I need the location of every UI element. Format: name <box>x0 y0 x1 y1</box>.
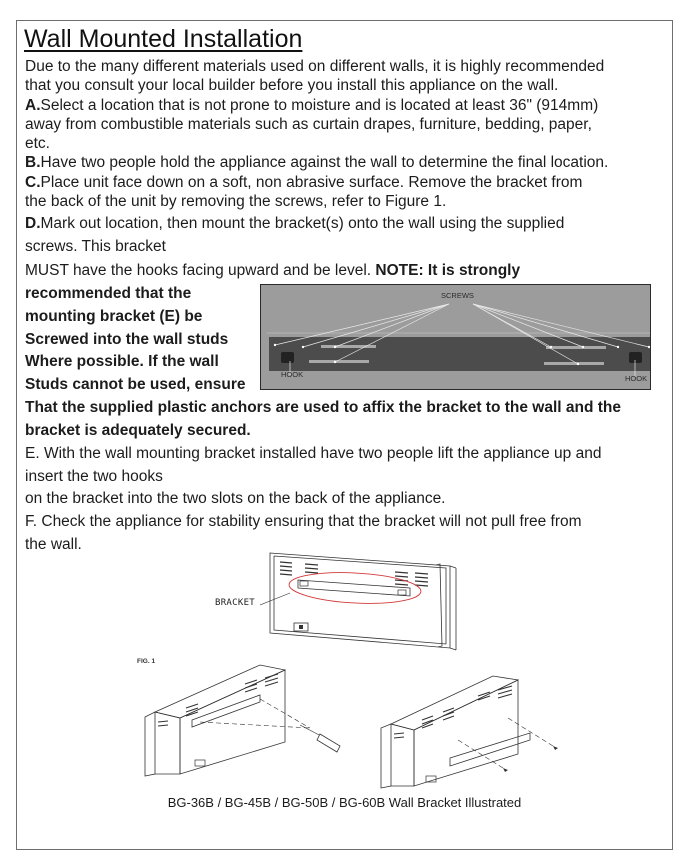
step-c-letter: C. <box>25 174 41 191</box>
intro-line-1: Due to the many different materials used on different walls, it is highly recommended <box>25 58 605 75</box>
bracket-in-drawing <box>298 580 410 596</box>
step-a-letter: A. <box>25 97 41 114</box>
step-b-text: Have two people hold the appliance against the wall to determine the final location. <box>40 154 609 171</box>
must-text: MUST have the hooks facing upward and be level. <box>25 262 376 279</box>
step-d-must-line <box>25 261 520 280</box>
bracket-photo <box>260 284 651 390</box>
remove-bracket-drawing <box>378 668 578 790</box>
intro-line-2: that you consult your local builder before you install this appliance on the wall. <box>25 77 559 94</box>
step-d-line-1 <box>25 214 564 233</box>
step-f-line-1 <box>25 512 582 531</box>
screwdriver-icon <box>317 734 340 752</box>
step-a-line-3: etc. <box>25 135 50 152</box>
step-a-line-1 <box>25 96 598 115</box>
page-title: Wall Mounted Installation <box>24 25 303 53</box>
step-c-line-2: the back of the unit by removing the screws, refer to Figure 1. <box>25 193 447 210</box>
step-f-line-2: the wall. <box>25 536 82 553</box>
hook-right-label: HOOK <box>625 374 648 383</box>
step-d-letter: D. <box>25 215 41 232</box>
note-line-3: Screwed into the wall studs <box>25 331 229 348</box>
right-hook <box>629 352 642 363</box>
figure-caption: BG-36B / BG-45B / BG-50B / BG-60B Wall Bracket Illustrated <box>167 795 522 810</box>
highlight-ellipse <box>288 570 421 607</box>
bracket-photo-drawing <box>261 285 651 390</box>
step-b <box>25 153 608 172</box>
screws-label: SCREWS <box>441 291 474 300</box>
bracket-leader-line <box>260 593 290 605</box>
remove-screws-drawing <box>140 662 345 780</box>
step-e-text: With the wall mounting bracket installed have two people lift the appliance up and <box>39 445 602 462</box>
note-line-7: bracket is adequately secured. <box>25 422 251 439</box>
step-e-letter: E. <box>25 445 40 462</box>
step-d-text: Mark out location, then mount the bracket(s) onto the wall using the supplied <box>40 215 565 232</box>
step-f-letter: F. <box>25 513 38 530</box>
step-c-line-1 <box>25 173 582 192</box>
note-line-1: recommended that the <box>25 285 192 302</box>
step-b-letter: B. <box>25 154 41 171</box>
fig-label: FIG. 1 <box>137 658 156 665</box>
step-d-line-2: screws. This bracket <box>25 238 166 255</box>
bracket-label: BRACKET <box>215 598 256 608</box>
step-f-text: Check the appliance for stability ensuring that the bracket will not pull free from <box>37 513 582 530</box>
step-e-line-2: insert the two hooks <box>25 468 163 485</box>
note-inline: NOTE: It is strongly <box>375 262 521 279</box>
left-hook <box>281 352 294 363</box>
step-a-line-2: away from combustible materials such as curtain drapes, furniture, bedding, paper, <box>25 116 592 133</box>
step-c-text: Place unit face down on a soft, non abrasive surface. Remove the bracket from <box>40 174 583 191</box>
note-line-2: mounting bracket (E) be <box>25 308 203 325</box>
step-e-line-3: on the bracket into the two slots on the back of the appliance. <box>25 490 446 507</box>
bracket-bar <box>269 337 651 371</box>
step-e-line-1 <box>25 444 601 463</box>
hook-left-label: HOOK <box>281 370 304 379</box>
note-line-6: That the supplied plastic anchors are used to affix the bracket to the wall and the <box>25 399 622 416</box>
appliance-top-drawing <box>260 548 460 653</box>
step-a-text: Select a location that is not prone to moisture and is located at least 36" (914mm) <box>40 97 599 114</box>
note-line-4: Where possible. If the wall <box>25 353 219 370</box>
note-line-5: Studs cannot be used, ensure <box>25 376 246 393</box>
